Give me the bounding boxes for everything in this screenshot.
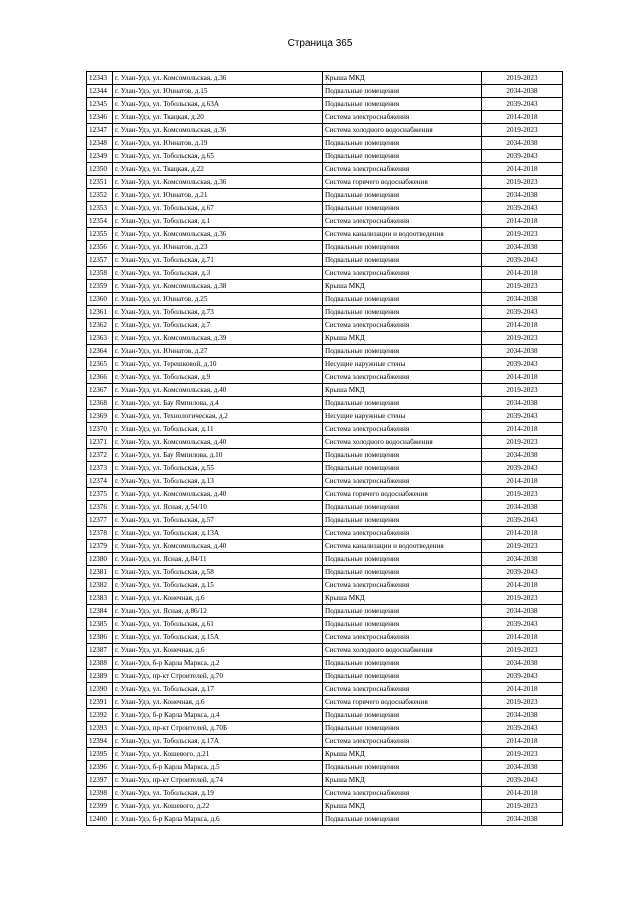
address-cell: г. Улан-Удэ, пр-кт Строителей, д.70Б [113,722,323,735]
period-cell: 2034-2038 [482,189,563,202]
row-number-cell: 12370 [87,423,113,436]
row-number-cell: 12388 [87,657,113,670]
address-cell: г. Улан-Удэ, ул. Тобольская, д.58 [113,566,323,579]
work-type-cell: Подвальные помещения [323,605,482,618]
row-number-cell: 12382 [87,579,113,592]
work-type-cell: Подвальные помещения [323,514,482,527]
table-row [87,722,563,735]
work-type-cell: Несущие наружные стены [323,410,482,423]
table-row [87,410,563,423]
address-cell: г. Улан-Удэ, б-р Карла Маркса, д.2 [113,657,323,670]
work-type-cell: Подвальные помещения [323,254,482,267]
address-cell: г. Улан-Удэ, ул. Терешковой, д.10 [113,358,323,371]
work-type-cell: Система электроснабжения [323,215,482,228]
period-cell: 2019-2023 [482,332,563,345]
row-number-cell: 12350 [87,163,113,176]
row-number-cell: 12351 [87,176,113,189]
period-cell: 2019-2023 [482,540,563,553]
address-cell: г. Улан-Удэ, ул. Комсомольская, д.39 [113,332,323,345]
work-type-cell: Подвальные помещения [323,670,482,683]
work-type-cell: Крыша МКД [323,592,482,605]
address-cell: г. Улан-Удэ, ул. Тобольская, д.67 [113,202,323,215]
work-type-cell: Подвальные помещения [323,709,482,722]
table-row [87,761,563,774]
period-cell: 2014-2018 [482,163,563,176]
row-number-cell: 12383 [87,592,113,605]
address-cell: г. Улан-Удэ, ул. Тобольская, д.71 [113,254,323,267]
address-cell: г. Улан-Удэ, ул. Тобольская, д.61 [113,618,323,631]
table-row [87,735,563,748]
period-cell: 2019-2023 [482,748,563,761]
table-row [87,267,563,280]
row-number-cell: 12355 [87,228,113,241]
table-row [87,618,563,631]
period-cell: 2019-2023 [482,592,563,605]
row-number-cell: 12352 [87,189,113,202]
address-cell: г. Улан-Удэ, ул. Комсомольская, д.36 [113,72,323,85]
address-cell: г. Улан-Удэ, ул. Конечная, д.6 [113,592,323,605]
period-cell: 2019-2023 [482,384,563,397]
table-row [87,293,563,306]
address-cell: г. Улан-Удэ, ул. Тобольская, д.1 [113,215,323,228]
row-number-cell: 12395 [87,748,113,761]
work-type-cell: Система горячего водоснабжения [323,488,482,501]
work-type-cell: Система электроснабжения [323,579,482,592]
period-cell: 2014-2018 [482,423,563,436]
row-number-cell: 12399 [87,800,113,813]
address-cell: г. Улан-Удэ, ул. Юннатов, д.27 [113,345,323,358]
work-type-cell: Подвальные помещения [323,553,482,566]
table-row [87,228,563,241]
period-cell: 2039-2043 [482,722,563,735]
row-number-cell: 12374 [87,475,113,488]
work-type-cell: Подвальные помещения [323,189,482,202]
work-type-cell: Система горячего водоснабжения [323,176,482,189]
row-number-cell: 12380 [87,553,113,566]
work-type-cell: Крыша МКД [323,748,482,761]
address-cell: г. Улан-Удэ, ул. Тобольская, д.73 [113,306,323,319]
address-cell: г. Улан-Удэ, ул. Тобольская, д.65 [113,150,323,163]
period-cell: 2014-2018 [482,371,563,384]
row-number-cell: 12375 [87,488,113,501]
row-number-cell: 12378 [87,527,113,540]
period-cell: 2014-2018 [482,319,563,332]
period-cell: 2019-2023 [482,436,563,449]
period-cell: 2019-2023 [482,644,563,657]
table-row [87,475,563,488]
row-number-cell: 12361 [87,306,113,319]
address-cell: г. Улан-Удэ, ул. Ткацкая, д.20 [113,111,323,124]
table-row [87,319,563,332]
row-number-cell: 12368 [87,397,113,410]
period-cell: 2034-2038 [482,553,563,566]
period-cell: 2019-2023 [482,228,563,241]
work-type-cell: Подвальные помещения [323,202,482,215]
period-cell: 2034-2038 [482,813,563,826]
address-cell: г. Улан-Удэ, ул. Юннатов, д.23 [113,241,323,254]
row-number-cell: 12354 [87,215,113,228]
row-number-cell: 12353 [87,202,113,215]
period-cell: 2014-2018 [482,735,563,748]
row-number-cell: 12387 [87,644,113,657]
address-cell: г. Улан-Удэ, ул. Бау Ямпилова, д.4 [113,397,323,410]
table-row [87,423,563,436]
work-type-cell: Подвальные помещения [323,722,482,735]
work-type-cell: Подвальные помещения [323,462,482,475]
table-row [87,306,563,319]
table-row [87,358,563,371]
address-cell: г. Улан-Удэ, ул. Ясная, д.86/12 [113,605,323,618]
row-number-cell: 12359 [87,280,113,293]
row-number-cell: 12372 [87,449,113,462]
address-cell: г. Улан-Удэ, ул. Ткацкая, д.22 [113,163,323,176]
row-number-cell: 12397 [87,774,113,787]
table-row [87,241,563,254]
table-row [87,85,563,98]
period-cell: 2034-2038 [482,657,563,670]
address-cell: г. Улан-Удэ, ул. Тобольская, д.13 [113,475,323,488]
table-row [87,124,563,137]
period-cell: 2039-2043 [482,410,563,423]
row-number-cell: 12348 [87,137,113,150]
work-type-cell: Система горячего водоснабжения [323,696,482,709]
table-row [87,150,563,163]
address-cell: г. Улан-Удэ, ул. Тобольская, д.63А [113,98,323,111]
table-row [87,280,563,293]
work-type-cell: Крыша МКД [323,280,482,293]
table-row [87,254,563,267]
period-cell: 2034-2038 [482,397,563,410]
address-cell: г. Улан-Удэ, ул. Конечная, д.6 [113,696,323,709]
row-number-cell: 12346 [87,111,113,124]
row-number-cell: 12400 [87,813,113,826]
table-row [87,670,563,683]
period-cell: 2034-2038 [482,345,563,358]
period-cell: 2034-2038 [482,293,563,306]
address-cell: г. Улан-Удэ, ул. Тобольская, д.3 [113,267,323,280]
row-number-cell: 12381 [87,566,113,579]
row-number-cell: 12343 [87,72,113,85]
row-number-cell: 12362 [87,319,113,332]
work-type-cell: Система канализации и водоотведения [323,540,482,553]
period-cell: 2039-2043 [482,254,563,267]
work-type-cell: Система канализации и водоотведения [323,228,482,241]
table-row [87,683,563,696]
period-cell: 2034-2038 [482,501,563,514]
period-cell: 2014-2018 [482,787,563,800]
row-number-cell: 12363 [87,332,113,345]
table-row [87,566,563,579]
work-type-cell: Крыша МКД [323,774,482,787]
address-cell: г. Улан-Удэ, пр-кт Строителей, д.74 [113,774,323,787]
work-type-cell: Несущие наружные стены [323,358,482,371]
address-cell: г. Улан-Удэ, ул. Юннатов, д.21 [113,189,323,202]
address-cell: г. Улан-Удэ, ул. Тобольская, д.17А [113,735,323,748]
table-row [87,111,563,124]
work-type-cell: Подвальные помещения [323,566,482,579]
period-cell: 2019-2023 [482,176,563,189]
period-cell: 2034-2038 [482,605,563,618]
address-cell: г. Улан-Удэ, ул. Тобольская, д.57 [113,514,323,527]
work-type-cell: Система электроснабжения [323,319,482,332]
address-cell: г. Улан-Удэ, пр-кт Строителей, д.70 [113,670,323,683]
work-type-cell: Подвальные помещения [323,449,482,462]
row-number-cell: 12376 [87,501,113,514]
table-row [87,189,563,202]
period-cell: 2039-2043 [482,462,563,475]
table-row [87,774,563,787]
work-type-cell: Система холодного водоснабжения [323,644,482,657]
table-row [87,592,563,605]
address-cell: г. Улан-Удэ, ул. Тобольская, д.15А [113,631,323,644]
table-row [87,488,563,501]
period-cell: 2039-2043 [482,306,563,319]
row-number-cell: 12369 [87,410,113,423]
row-number-cell: 12398 [87,787,113,800]
table-row [87,514,563,527]
row-number-cell: 12373 [87,462,113,475]
work-type-cell: Система холодного водоснабжения [323,436,482,449]
row-number-cell: 12391 [87,696,113,709]
period-cell: 2034-2038 [482,241,563,254]
table-row [87,202,563,215]
work-type-cell: Подвальные помещения [323,657,482,670]
table-row [87,462,563,475]
work-type-cell: Крыша МКД [323,384,482,397]
row-number-cell: 12394 [87,735,113,748]
address-cell: г. Улан-Удэ, ул. Тобольская, д.7 [113,319,323,332]
period-cell: 2019-2023 [482,800,563,813]
work-type-cell: Система холодного водоснабжения [323,124,482,137]
address-cell: г. Улан-Удэ, ул. Ясная, д.54/10 [113,501,323,514]
address-cell: г. Улан-Удэ, ул. Комсомольская, д.40 [113,436,323,449]
work-type-cell: Система электроснабжения [323,111,482,124]
row-number-cell: 12385 [87,618,113,631]
address-cell: г. Улан-Удэ, ул. Тобольская, д.9 [113,371,323,384]
address-cell: г. Улан-Удэ, ул. Юннатов, д.19 [113,137,323,150]
work-type-cell: Подвальные помещения [323,85,482,98]
table-row [87,813,563,826]
table-row [87,657,563,670]
work-type-cell: Система электроснабжения [323,631,482,644]
address-cell: г. Улан-Удэ, ул. Комсомольская, д.40 [113,384,323,397]
period-cell: 2039-2043 [482,358,563,371]
row-number-cell: 12360 [87,293,113,306]
work-type-cell: Подвальные помещения [323,618,482,631]
work-type-cell: Система электроснабжения [323,683,482,696]
work-type-cell: Подвальные помещения [323,150,482,163]
row-number-cell: 12371 [87,436,113,449]
table-row [87,540,563,553]
table-row [87,371,563,384]
row-number-cell: 12386 [87,631,113,644]
table-row [87,527,563,540]
period-cell: 2019-2023 [482,124,563,137]
table-row [87,98,563,111]
address-cell: г. Улан-Удэ, ул. Комсомольская, д.40 [113,488,323,501]
work-type-cell: Система электроснабжения [323,787,482,800]
row-number-cell: 12390 [87,683,113,696]
table-row [87,709,563,722]
period-cell: 2014-2018 [482,475,563,488]
address-cell: г. Улан-Удэ, ул. Комсомольская, д.36 [113,228,323,241]
row-number-cell: 12366 [87,371,113,384]
table-row [87,631,563,644]
period-cell: 2034-2038 [482,85,563,98]
work-type-cell: Система электроснабжения [323,423,482,436]
work-type-cell: Система электроснабжения [323,475,482,488]
row-number-cell: 12356 [87,241,113,254]
table-row [87,345,563,358]
table-row [87,176,563,189]
address-cell: г. Улан-Удэ, ул. Тобольская, д.13А [113,527,323,540]
address-cell: г. Улан-Удэ, б-р Карла Маркса, д.4 [113,709,323,722]
period-cell: 2039-2043 [482,618,563,631]
work-type-cell: Система электроснабжения [323,371,482,384]
row-number-cell: 12396 [87,761,113,774]
address-cell: г. Улан-Удэ, ул. Юннатов, д.25 [113,293,323,306]
address-cell: г. Улан-Удэ, ул. Комсомольская, д.36 [113,176,323,189]
address-cell: г. Улан-Удэ, ул. Комсомольская, д.36 [113,124,323,137]
period-cell: 2014-2018 [482,215,563,228]
row-number-cell: 12347 [87,124,113,137]
row-number-cell: 12384 [87,605,113,618]
period-cell: 2039-2043 [482,202,563,215]
work-type-cell: Подвальные помещения [323,306,482,319]
registry-table [86,71,563,826]
address-cell: г. Улан-Удэ, ул. Конечная, д.6 [113,644,323,657]
address-cell: г. Улан-Удэ, б-р Карла Маркса, д.5 [113,761,323,774]
period-cell: 2014-2018 [482,111,563,124]
table-row [87,384,563,397]
table-row [87,397,563,410]
address-cell: г. Улан-Удэ, ул. Комсомольская, д.40 [113,540,323,553]
period-cell: 2034-2038 [482,709,563,722]
table-row [87,501,563,514]
address-cell: г. Улан-Удэ, ул. Тобольская, д.15 [113,579,323,592]
row-number-cell: 12367 [87,384,113,397]
period-cell: 2019-2023 [482,696,563,709]
address-cell: г. Улан-Удэ, ул. Юннатов, д.15 [113,85,323,98]
row-number-cell: 12377 [87,514,113,527]
table-row [87,449,563,462]
address-cell: г. Улан-Удэ, ул. Комсомольская, д.38 [113,280,323,293]
address-cell: г. Улан-Удэ, ул. Кошевого, д.22 [113,800,323,813]
work-type-cell: Крыша МКД [323,72,482,85]
address-cell: г. Улан-Удэ, ул. Тобольская, д.55 [113,462,323,475]
row-number-cell: 12349 [87,150,113,163]
period-cell: 2014-2018 [482,631,563,644]
row-number-cell: 12364 [87,345,113,358]
address-cell: г. Улан-Удэ, б-р Карла Маркса, д.6 [113,813,323,826]
work-type-cell: Система электроснабжения [323,163,482,176]
period-cell: 2014-2018 [482,579,563,592]
period-cell: 2039-2043 [482,98,563,111]
period-cell: 2019-2023 [482,72,563,85]
work-type-cell: Подвальные помещения [323,293,482,306]
work-type-cell: Подвальные помещения [323,397,482,410]
work-type-cell: Подвальные помещения [323,137,482,150]
table-row [87,644,563,657]
work-type-cell: Подвальные помещения [323,501,482,514]
address-cell: г. Улан-Удэ, ул. Кошевого, д.21 [113,748,323,761]
table-row [87,436,563,449]
period-cell: 2014-2018 [482,683,563,696]
period-cell: 2014-2018 [482,267,563,280]
address-cell: г. Улан-Удэ, ул. Тобольская, д.11 [113,423,323,436]
period-cell: 2039-2043 [482,774,563,787]
address-cell: г. Улан-Удэ, ул. Технологическая, д.2 [113,410,323,423]
period-cell: 2039-2043 [482,670,563,683]
address-cell: г. Улан-Удэ, ул. Ясная, д.84/11 [113,553,323,566]
period-cell: 2014-2018 [482,527,563,540]
row-number-cell: 12358 [87,267,113,280]
table-row [87,332,563,345]
row-number-cell: 12389 [87,670,113,683]
row-number-cell: 12379 [87,540,113,553]
table-row [87,800,563,813]
work-type-cell: Система электроснабжения [323,267,482,280]
table-row [87,696,563,709]
address-cell: г. Улан-Удэ, ул. Бау Ямпилова, д.10 [113,449,323,462]
table-row [87,748,563,761]
table-row [87,215,563,228]
address-cell: г. Улан-Удэ, ул. Тобольская, д.19 [113,787,323,800]
period-cell: 2039-2043 [482,514,563,527]
work-type-cell: Система электроснабжения [323,735,482,748]
row-number-cell: 12365 [87,358,113,371]
registry-table-body [87,72,563,826]
period-cell: 2034-2038 [482,137,563,150]
work-type-cell: Подвальные помещения [323,98,482,111]
table-row [87,553,563,566]
period-cell: 2034-2038 [482,761,563,774]
row-number-cell: 12345 [87,98,113,111]
work-type-cell: Подвальные помещения [323,241,482,254]
period-cell: 2039-2043 [482,566,563,579]
work-type-cell: Подвальные помещения [323,761,482,774]
row-number-cell: 12357 [87,254,113,267]
period-cell: 2039-2043 [482,150,563,163]
period-cell: 2034-2038 [482,449,563,462]
period-cell: 2019-2023 [482,488,563,501]
table-row [87,163,563,176]
work-type-cell: Крыша МКД [323,800,482,813]
table-row [87,605,563,618]
address-cell: г. Улан-Удэ, ул. Тобольская, д.17 [113,683,323,696]
period-cell: 2019-2023 [482,280,563,293]
row-number-cell: 12344 [87,85,113,98]
table-row [87,137,563,150]
work-type-cell: Крыша МКД [323,332,482,345]
table-row [87,72,563,85]
row-number-cell: 12393 [87,722,113,735]
row-number-cell: 12392 [87,709,113,722]
table-row [87,787,563,800]
work-type-cell: Система электроснабжения [323,527,482,540]
page-title: Страница 365 [287,38,353,49]
table-row [87,579,563,592]
work-type-cell: Подвальные помещения [323,813,482,826]
work-type-cell: Подвальные помещения [323,345,482,358]
